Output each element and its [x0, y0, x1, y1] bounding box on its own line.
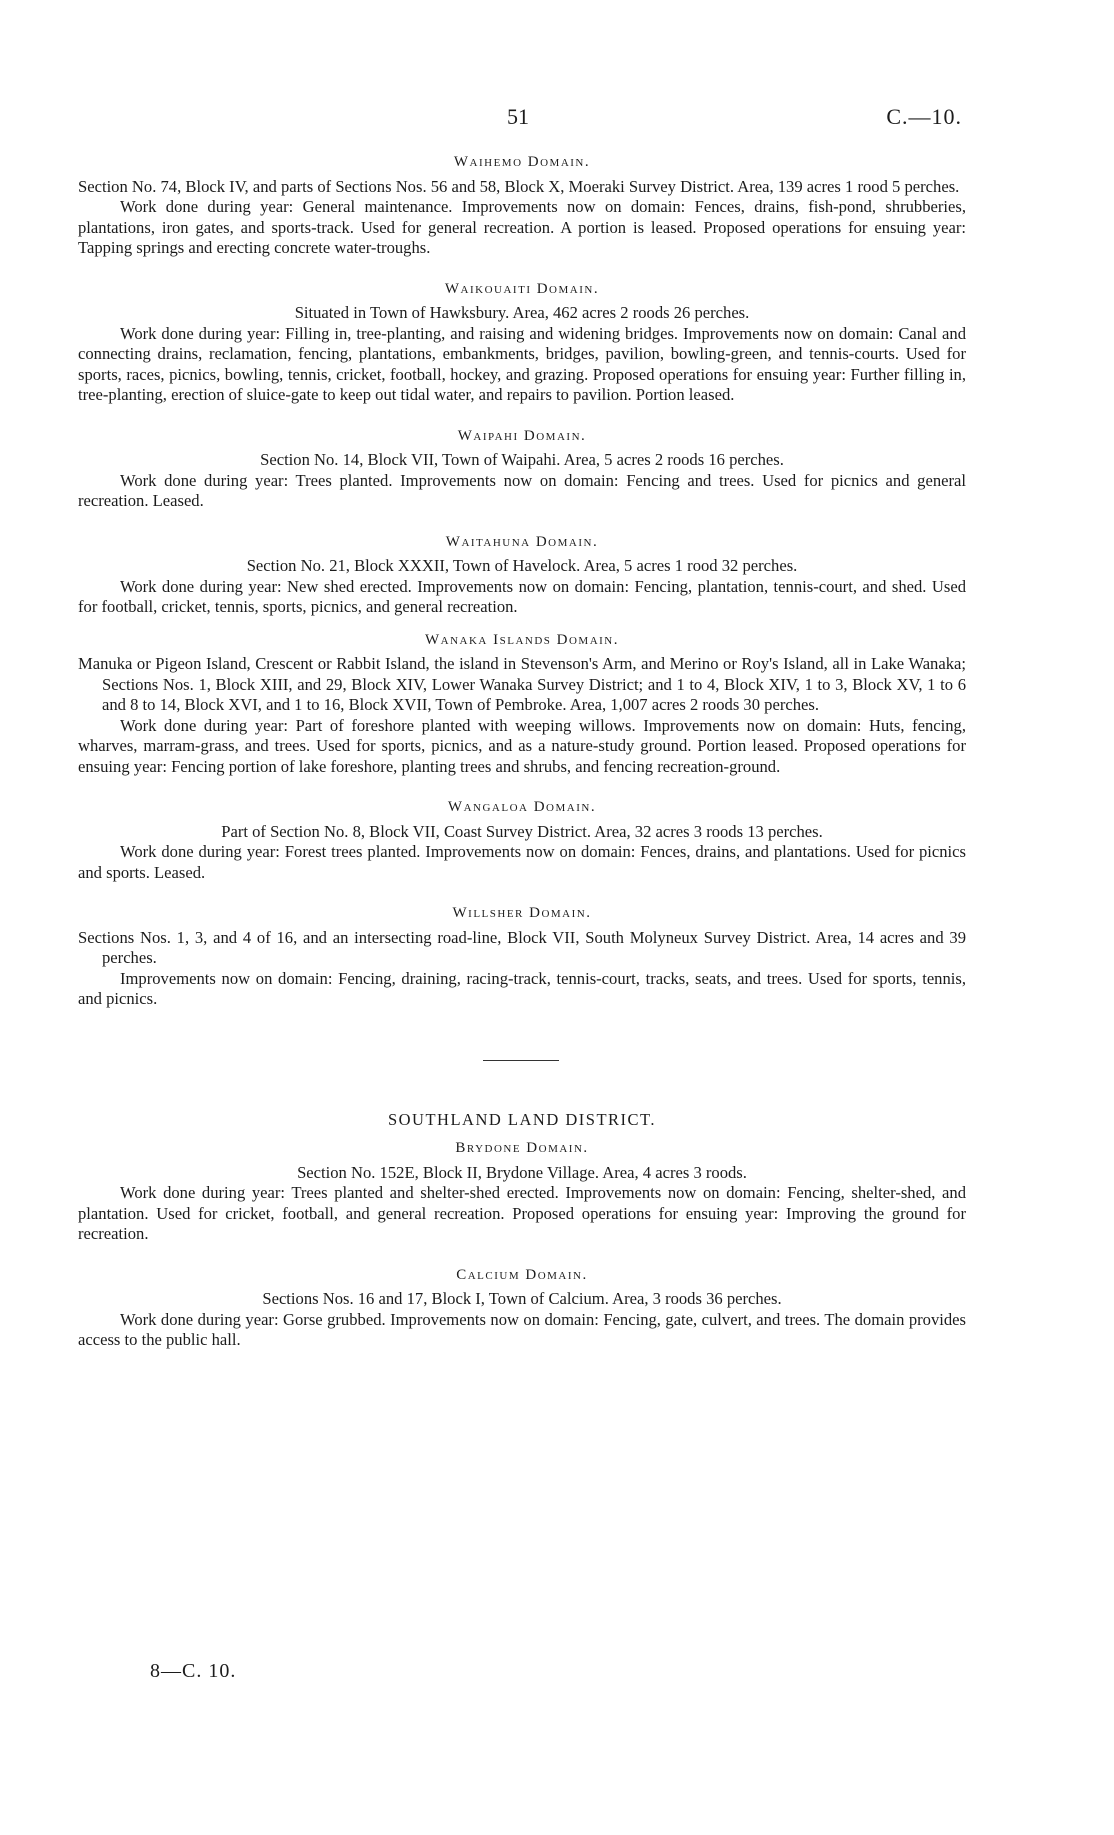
domain-title: Wanaka Islands Domain. — [424, 631, 620, 648]
domain-section-waitahuna — [78, 532, 966, 618]
domain-section-wanaka-islands — [78, 630, 966, 778]
district-heading: SOUTHLAND LAND DISTRICT. — [387, 1109, 657, 1129]
domain-body: Work done during year: Filling in, tree-planting, and raising and widening bridges. Improvements now on domain: Canal and connecting drains, reclamation, fencing, plantations, embankments, bridges, pavilion, bowling-green, and tennis-courts. Used for sports, races, picnics, bowling, tennis, cricket, football, hockey, and grazing. Proposed operations for ensuing year: Further filling in, tree-planting, erection of sluice-gate to keep out tidal water, and repairs to pavilion. Portion leased. — [78, 323, 966, 404]
domain-section-wangaloa — [78, 797, 966, 883]
domain-section-willsher — [78, 903, 966, 1010]
domain-body: Improvements now on domain: Fencing, draining, racing-track, tennis-court, tracks, seats, and trees. Used for sports, tennis, and picnics. — [78, 968, 966, 1008]
domain-description: Section No. 152E, Block II, Brydone Village. Area, 4 acres 3 roods. — [297, 1162, 747, 1182]
domain-body: Work done during year: Part of foreshore planted with weeping willows. Improvements now on domain: Huts, fencing, wharves, marram-grass, and trees. Used for sports, picnics, and as a nature-study ground. Portion leased. Proposed operations for ensuing year: Fencing portion of lake foreshore, planting trees and shrubs, and fencing recreation-ground. — [78, 715, 966, 776]
domain-body: Work done during year: New shed erected. Improvements now on domain: Fencing, plantation, tennis-court, and shed. Used for football, cricket, tennis, sports, picnics, and general recreation. — [78, 576, 966, 616]
domain-body: Work done during year: Trees planted. Improvements now on domain: Fencing and trees. Used for picnics and general recreation. Leased. — [78, 470, 966, 510]
domain-title: Waikouaiti Domain. — [444, 280, 600, 297]
domain-body: Work done during year: Forest trees planted. Improvements now on domain: Fences, drains, and plantations. Used for picnics and sports. Leased. — [78, 842, 966, 882]
domain-description: Sections Nos. 1, 3, and 4 of 16, and an intersecting road-line, Block VII, South Molyneux Survey District. Area, 14 acres and 39 perches. — [78, 927, 966, 967]
domain-section-brydone — [78, 1138, 966, 1245]
domain-title: Calcium Domain. — [456, 1266, 588, 1283]
page-header — [0, 104, 1114, 138]
domain-body: Work done during year: General maintenance. Improvements now on domain: Fences, drains, fish-pond, shrubberies, plantations, iron gates, and sports-track. Used for general recreation. A portion is leased. Proposed operations for ensuing year: Tapping springs and erecting concrete water-troughs. — [78, 197, 966, 257]
domain-description: Section No. 74, Block IV, and parts of Sections Nos. 56 and 58, Block X, Moeraki Survey District. Area, 139 acres 1 rood 5 perches. — [78, 176, 960, 196]
page-content — [78, 152, 966, 1351]
divider-rule — [483, 1060, 559, 1061]
page-number: 51 — [507, 104, 529, 129]
domain-section-waipahi — [78, 426, 966, 512]
domain-description: Sections Nos. 16 and 17, Block I, Town of Calcium. Area, 3 roods 36 perches. — [262, 1289, 782, 1308]
domain-body: Work done during year: Trees planted and shelter-shed erected. Improvements now on domain: Fencing, shelter-shed, and plantation. Used for cricket, football, and general recreation. Proposed operations for ensuing year: Improving the ground for recreation. — [78, 1183, 966, 1243]
domain-title: Wangaloa Domain. — [447, 799, 597, 815]
domain-section-waihemo — [78, 152, 966, 259]
section-divider — [78, 1010, 966, 1090]
page-footer-signature: 8—C. 10. — [150, 1660, 237, 1682]
domain-description: Situated in Town of Hawksbury. Area, 462 acres 2 roods 26 perches. — [294, 303, 750, 322]
domain-description: Section No. 14, Block VII, Town of Waipahi. Area, 5 acres 2 roods 16 perches. — [260, 450, 784, 469]
domain-description: Section No. 21, Block XXXII, Town of Havelock. Area, 5 acres 1 rood 32 perches. — [246, 556, 798, 575]
domain-section-calcium — [78, 1265, 966, 1351]
domain-title: Waihemo Domain. — [453, 154, 591, 170]
domain-title: Willsher Domain. — [452, 905, 592, 921]
domain-body: Work done during year: Gorse grubbed. Improvements now on domain: Fencing, gate, culvert, and trees. The domain provides access to the public hall. — [78, 1309, 966, 1349]
domain-title: Brydone Domain. — [455, 1140, 589, 1156]
domain-description: Part of Section No. 8, Block VII, Coast Survey District. Area, 32 acres 3 roods 13 perches. — [221, 821, 823, 841]
document-reference: C.—10. — [886, 104, 962, 129]
domain-title: Waitahuna Domain. — [445, 533, 599, 550]
domain-title: Waipahi Domain. — [457, 427, 587, 444]
domain-description: Manuka or Pigeon Island, Crescent or Rabbit Island, the island in Stevenson's Arm, and Merino or Roy's Island, all in Lake Wanaka; Sections Nos. 1, Block XIII, and 29, Block XIV, Lower Wanaka Survey District; and 1 to 4, Block XIV, 1 to 3, Block XV, 1 to 6 and 8 to 14, Block XVI, and 1 to 16, Block XVII, Town of Pembroke. Area, 1,007 acres 2 roods 30 perches. — [78, 654, 966, 714]
domain-section-waikouaiti — [78, 279, 966, 406]
